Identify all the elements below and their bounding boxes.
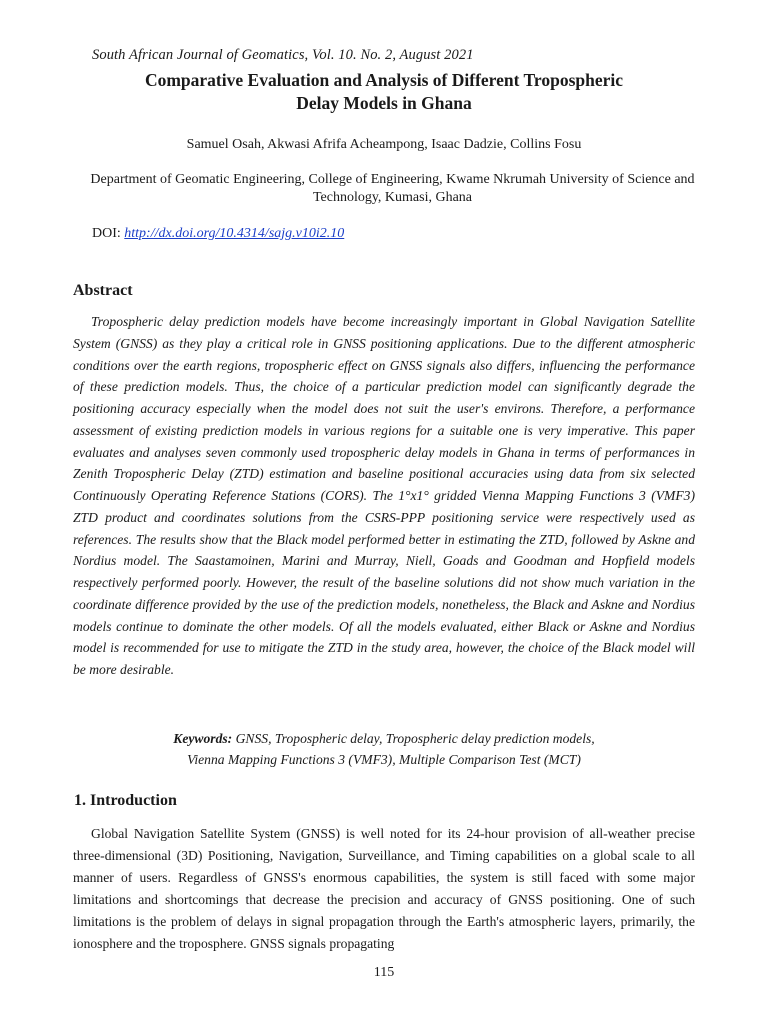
abstract-heading: Abstract bbox=[73, 282, 133, 299]
introduction-body: Global Navigation Satellite System (GNSS) is well noted for its 24-hour provision of all-weather precise three-dimensional (3D) Positioning, Navigation, Surveillance, and Timing capabilities on a global scale to all manner of users. Regardless of GNSS's enormous capabilities, the system is still faced with some major limitations and shortcomings that decrease the precision and accuracy of GNSS positioning. One of such limitations is the problem of delays in signal propagation through the Earth's atmospheric layers, primarily, the ionosphere and the troposphere. GNSS signals propagating bbox=[73, 826, 695, 951]
keywords-list-2: Vienna Mapping Functions 3 (VMF3), Multiple Comparison Test (MCT) bbox=[187, 752, 581, 767]
author-list: Samuel Osah, Akwasi Afrifa Acheampong, Isaac Dadzie, Collins Fosu bbox=[186, 137, 582, 152]
keywords-line-1 bbox=[73, 728, 695, 749]
doi-link[interactable]: http://dx.doi.org/10.4314/sajg.v10i2.10 bbox=[124, 226, 345, 241]
paper-title-line-1: Comparative Evaluation and Analysis of Different Tropospheric bbox=[144, 70, 624, 90]
keywords-label: Keywords: bbox=[173, 731, 233, 746]
keywords-block bbox=[73, 728, 695, 770]
keywords-list-1: GNSS, Tropospheric delay, Tropospheric delay prediction models, bbox=[232, 731, 595, 746]
introduction-heading: 1. Introduction bbox=[74, 792, 177, 809]
affiliation: Department of Geomatic Engineering, College of Engineering, Kwame Nkrumah University of Science and Technology, Kumasi, Ghana bbox=[90, 172, 695, 205]
journal-header: South African Journal of Geomatics, Vol. 10. No. 2, August 2021 bbox=[92, 47, 474, 63]
doi-line bbox=[92, 226, 344, 242]
page-number: 115 bbox=[373, 965, 395, 980]
doi-label: DOI: bbox=[92, 226, 125, 241]
paper-title bbox=[60, 69, 708, 115]
abstract-body: Tropospheric delay prediction models have become increasingly important in Global Navigation Satellite System (GNSS) as they play a critical role in GNSS positioning applications. Due to the different atmospheric conditions over the earth regions, tropospheric effect on GNSS signals also differs, influencing the performance of these prediction models. Thus, the choice of a particular prediction model can significantly degrade the positioning accuracy especially when the model does not suit the user's environs. Therefore, a performance assessment of existing prediction models in various regions for a suitable one is very imperative. This paper evaluates and analyses seven commonly used tropospheric delay models in Ghana in terms of performances in Zenith Tropospheric Delay (ZTD) estimation and baseline positional accuracies using data from six selected Continuously Operating Reference Stations (CORS). The 1°x1° gridded Vienna Mapping Functions 3 (VMF3) ZTD product and coordinates solutions from the CSRS-PPP positioning service were respectively used as references. The results show that the Black model performed better in estimating the ZTD, followed by Askne and Nordius model. The Saastamoinen, Marini and Murray, Niell, Goads and Goodman and Hopfield models respectively performed poorly. However, the result of the baseline solutions did not show much variation in the coordinate difference provided by the use of the prediction models, nonetheless, the Black and Askne and Nordius models continue to dominate the other models. Of all the models evaluated, either Black or Askne and Nordius model is recommended for use to mitigate the ZTD in the study area, however, the choice of the Black model will be more desirable. bbox=[73, 314, 695, 677]
paper-title-line-2: Delay Models in Ghana bbox=[296, 93, 472, 113]
